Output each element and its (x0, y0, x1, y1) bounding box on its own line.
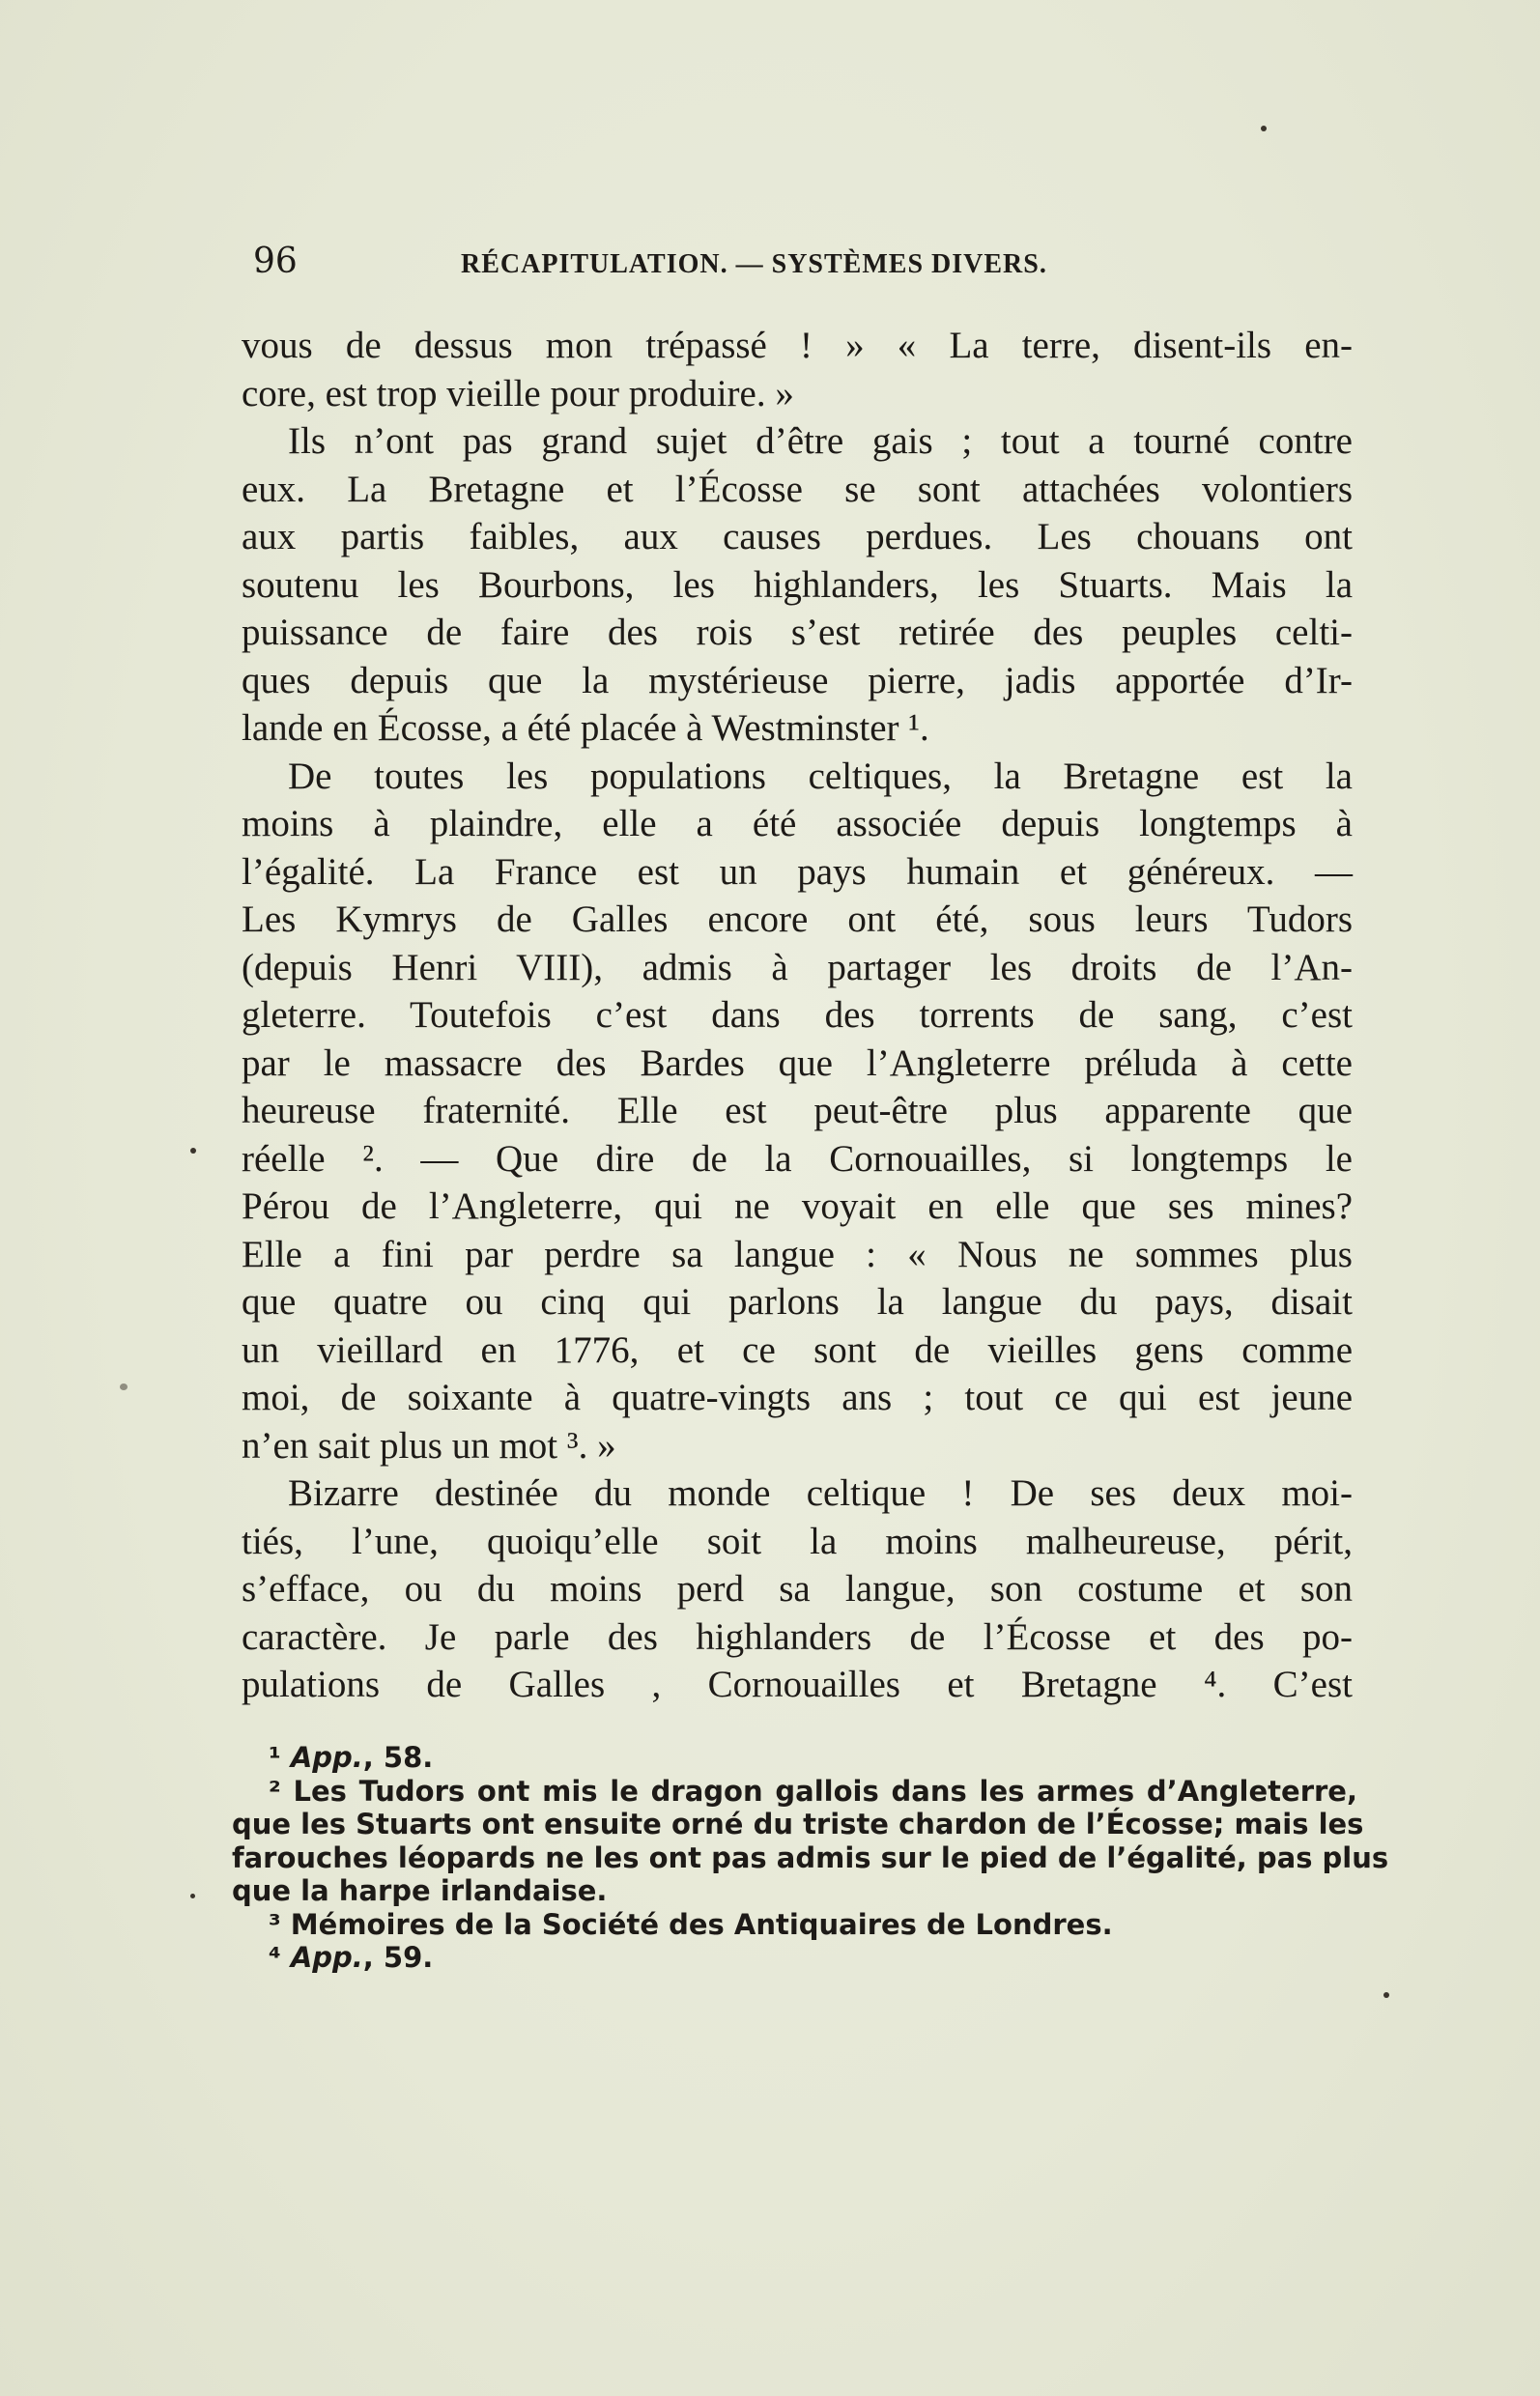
text-line: par le massacre des Bardes que l’Angleterre préluda à cette (242, 1041, 1353, 1084)
running-head: RÉCAPITULATION. — SYSTÈMES DIVERS. (461, 249, 1047, 279)
footnote-4-rest: , 59. (362, 1941, 434, 1974)
print-speck (190, 1148, 196, 1154)
text-line: Pérou de l’Angleterre, qui ne voyait en elle que ses mines? (242, 1185, 1353, 1227)
text-line: Bizarre destinée du monde celtique ! De ses deux moi- (288, 1472, 1353, 1514)
text-line: l’égalité. La France est un pays humain et généreux. — (242, 850, 1353, 893)
print-speck (1261, 126, 1267, 131)
text-line: caractère. Je parle des highlanders de l’Écosse et des po- (242, 1615, 1353, 1658)
footnote-1-ref: App. (290, 1741, 363, 1774)
text-line: tiés, l’une, quoiqu’elle soit la moins malheureuse, périt, (242, 1520, 1353, 1562)
print-speck (1383, 1992, 1389, 1998)
text-line: Ils n’ont pas grand sujet d’être gais ; tout a tourné contre (288, 420, 1353, 462)
footnote-1 (232, 1741, 1357, 1775)
footnote-1-rest: , 58. (362, 1741, 434, 1774)
print-speck (120, 1383, 128, 1390)
print-speck (190, 1894, 195, 1898)
text-line: un vieillard en 1776, et ce sont de vieilles gens comme (242, 1328, 1353, 1371)
text-line: soutenu les Bourbons, les highlanders, les Stuarts. Mais la (242, 563, 1353, 606)
text-line: réelle ². — Que dire de la Cornouailles, si longtemps le (242, 1137, 1353, 1180)
footnotes (232, 1741, 1389, 1975)
text-line: puissance de faire des rois s’est retirée des peuples celti- (242, 612, 1353, 653)
page-number: 96 (253, 242, 298, 281)
text-line: aux partis faibles, aux causes perdues. Les chouans ont (242, 516, 1353, 557)
text-line: ques depuis que la mystérieuse pierre, jadis apportée d’Ir- (242, 659, 1353, 701)
text-line: core, est trop vieille pour produire. » (242, 372, 794, 414)
text-line: vous de dessus mon trépassé ! » « La terre, disent-ils en- (242, 325, 1353, 366)
footnote-4 (232, 1941, 1357, 1975)
text-line: eux. La Bretagne et l’Écosse se sont attachées volontiers (242, 468, 1353, 510)
footnote-2-line: farouches léopards ne les ont pas admis sur le pied de l’égalité, pas plus (232, 1840, 1389, 1874)
text-line: s’efface, ou du moins perd sa langue, son costume et son (242, 1568, 1353, 1610)
footnote-1-mark: ¹ (269, 1741, 281, 1774)
footnote-2-line: que les Stuarts ont ensuite orné du triste chardon de l’Écosse; mais les (232, 1808, 1364, 1840)
text-line: Les Kymrys de Galles encore ont été, sous leurs Tudors (242, 898, 1353, 940)
page-header (253, 242, 1355, 300)
footnote-2-line: ² Les Tudors ont mis le dragon gallois dans les armes d’Angleterre, (269, 1774, 1357, 1808)
text-line: De toutes les populations celtiques, la Bretagne est la (288, 755, 1353, 797)
text-line: pulations de Galles , Cornouailles et Bretagne ⁴. C’est (242, 1664, 1353, 1705)
body-text (242, 322, 1353, 1709)
footnote-4-ref: App. (290, 1941, 363, 1974)
text-line: que quatre ou cinq qui parlons la langue du pays, disait (242, 1281, 1353, 1323)
footnote-2-line: que la harpe irlandaise. (232, 1874, 608, 1907)
text-line: gleterre. Toutefois c’est dans des torrents de sang, c’est (242, 994, 1353, 1036)
text-line: Elle a fini par perdre sa langue : « Nous ne sommes plus (242, 1233, 1353, 1275)
footnote-3: ³ Mémoires de la Société des Antiquaires de Londres. (269, 1907, 1113, 1941)
text-line: lande en Écosse, a été placée à Westminster ¹. (242, 707, 929, 749)
text-line: moins à plaindre, elle a été associée depuis longtemps à (242, 803, 1353, 844)
footnote-4-mark: ⁴ (269, 1941, 281, 1974)
text-line: heureuse fraternité. Elle est peut-être plus apparente que (242, 1090, 1353, 1131)
text-line: (depuis Henri VIII), admis à partager les droits de l’An- (242, 946, 1353, 988)
text-line: n’en sait plus un mot ³. » (242, 1424, 616, 1467)
text-line: moi, de soixante à quatre-vingts ans ; tout ce qui est jeune (242, 1377, 1353, 1418)
